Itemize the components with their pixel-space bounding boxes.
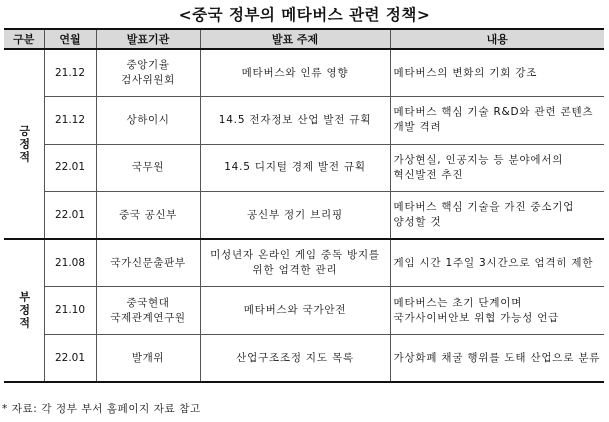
table-row bbox=[4, 192, 604, 240]
group-label-positive: 긍정적 bbox=[4, 49, 44, 239]
table-row bbox=[4, 239, 604, 287]
cell-date: 21.10 bbox=[44, 287, 96, 335]
cell-date: 21.08 bbox=[44, 239, 96, 287]
cell-topic: 14.5 디지털 경제 발전 규획 bbox=[200, 144, 390, 192]
cell-topic: 메타버스와 국가안전 bbox=[200, 287, 390, 335]
cell-agency: 중국 공신부 bbox=[96, 192, 200, 240]
cell-topic: 메타버스와 인류 영향 bbox=[200, 49, 390, 97]
cell-date: 22.01 bbox=[44, 144, 96, 192]
policy-table-container bbox=[4, 28, 604, 383]
table-row bbox=[4, 144, 604, 192]
header-topic: 발표 주제 bbox=[200, 29, 390, 49]
table-row bbox=[4, 97, 604, 145]
table-row bbox=[4, 49, 604, 97]
group-label-negative: 부정적 bbox=[4, 239, 44, 382]
cell-topic: 공신부 정기 브리핑 bbox=[200, 192, 390, 240]
cell-agency: 중국현대 국제관계연구원 bbox=[96, 287, 200, 335]
cell-topic: 산업구조조정 지도 목록 bbox=[200, 335, 390, 383]
cell-content: 메타버스의 변화의 기회 강조 bbox=[390, 49, 604, 97]
header-date: 연월 bbox=[44, 29, 96, 49]
header-row bbox=[4, 29, 604, 49]
cell-content: 메타버스는 초기 단계이며 국가사이버안보 위협 가능성 언급 bbox=[390, 287, 604, 335]
cell-content: 게임 시간 1주일 3시간으로 엄격히 제한 bbox=[390, 239, 604, 287]
cell-agency: 상하이시 bbox=[96, 97, 200, 145]
cell-content: 가상현실, 인공지능 등 분야에서의 혁신발전 추진 bbox=[390, 144, 604, 192]
cell-content: 메타버스 핵심 기술을 가진 중소기업 양성할 것 bbox=[390, 192, 604, 240]
table-row bbox=[4, 287, 604, 335]
cell-agency: 발개위 bbox=[96, 335, 200, 383]
cell-agency: 국가신문출판부 bbox=[96, 239, 200, 287]
table-title: <중국 정부의 메타버스 관련 정책> bbox=[178, 6, 431, 24]
header-agency: 발표기관 bbox=[96, 29, 200, 49]
cell-date: 22.01 bbox=[44, 192, 96, 240]
header-content: 내용 bbox=[390, 29, 604, 49]
header-category: 구분 bbox=[4, 29, 44, 49]
cell-agency: 국무원 bbox=[96, 144, 200, 192]
cell-topic: 14.5 전자정보 산업 발전 규획 bbox=[200, 97, 390, 145]
cell-content: 메타버스 핵심 기술 R&D와 관련 콘텐츠 개발 격려 bbox=[390, 97, 604, 145]
cell-date: 21.12 bbox=[44, 97, 96, 145]
cell-date: 22.01 bbox=[44, 335, 96, 383]
cell-content: 가상화폐 채굴 행위를 도태 산업으로 분류 bbox=[390, 335, 604, 383]
cell-agency: 중앙기율 검사위원회 bbox=[96, 49, 200, 97]
cell-topic: 미성년자 온라인 게임 중독 방지를 위한 엄격한 관리 bbox=[200, 239, 390, 287]
table-row bbox=[4, 335, 604, 383]
source-note: * 자료: 각 정부 부서 홈페이지 자료 참고 bbox=[2, 403, 201, 415]
cell-date: 21.12 bbox=[44, 49, 96, 97]
table-body bbox=[4, 49, 604, 382]
policy-table bbox=[4, 28, 604, 383]
